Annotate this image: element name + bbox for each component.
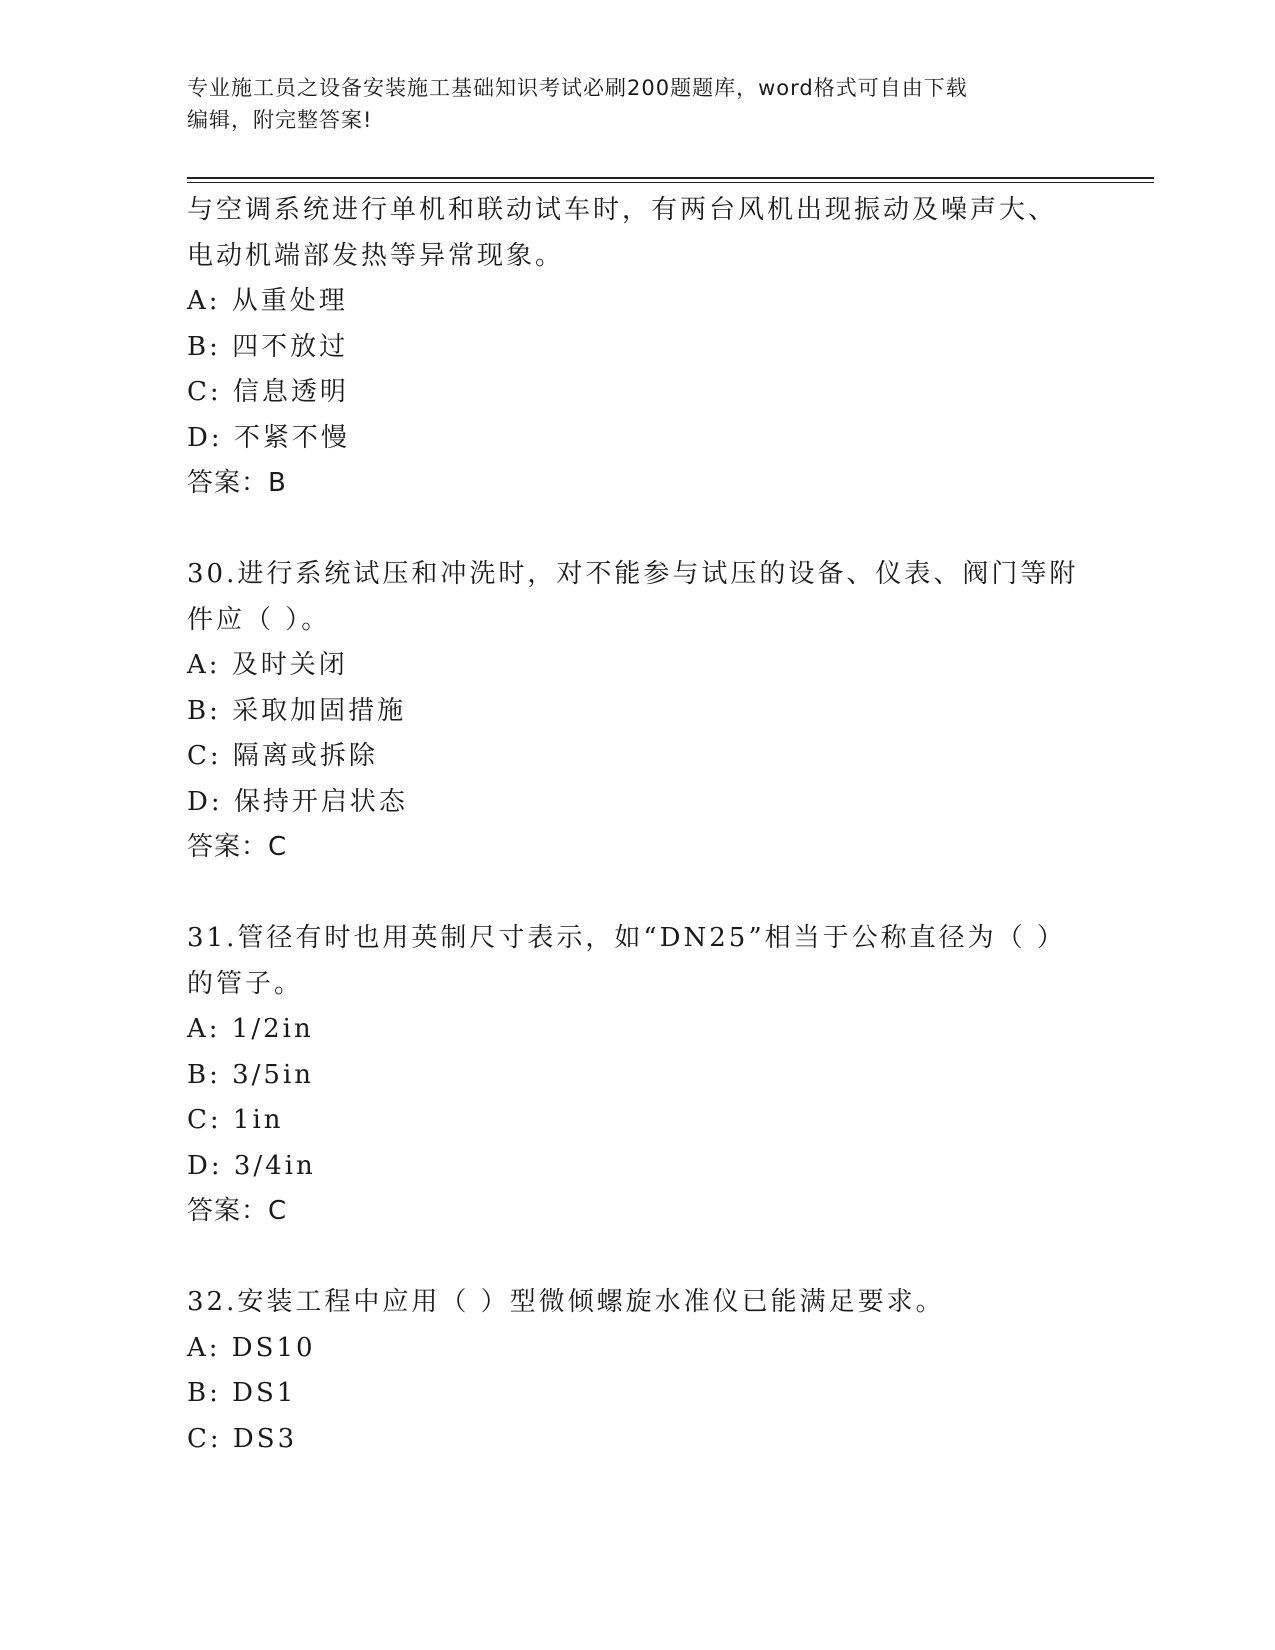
answer-line: 答案：C — [187, 832, 288, 862]
option-a: A: DS10 — [187, 1332, 316, 1363]
question-32 — [187, 1280, 1087, 1462]
answer-line: 答案：C — [187, 1196, 288, 1226]
option-c: C: 1in — [187, 1105, 284, 1135]
option-d: D: 不紧不慢 — [187, 422, 350, 453]
option-d: D: 3/4in — [187, 1150, 316, 1181]
question-stem-line: 30.进行系统试压和冲洗时，对不能参与试压的设备、仪表、阀门等附 — [187, 559, 1079, 589]
question-spacer — [187, 507, 1087, 553]
option-c: C: 信息透明 — [187, 377, 349, 407]
option-a: A: 及时关闭 — [187, 650, 348, 680]
option-a: A: 从重处理 — [187, 286, 348, 316]
question-stem-line: 件应（ ）。 — [187, 604, 331, 635]
option-b: B: 四不放过 — [187, 331, 349, 362]
option-c: C: 隔离或拆除 — [187, 741, 378, 771]
document-header — [187, 72, 1067, 136]
question-list — [187, 188, 1087, 1462]
header-title-line-1: 专业施工员之设备安装施工基础知识考试必刷200题题库，word格式可自由下载 — [187, 76, 968, 100]
question-spacer — [187, 871, 1087, 917]
option-c: C: DS3 — [187, 1423, 298, 1454]
option-b: B: 采取加固措施 — [187, 695, 407, 726]
question-30 — [187, 552, 1087, 871]
answer-line: 答案：B — [187, 468, 287, 498]
option-d: D: 保持开启状态 — [187, 786, 408, 817]
question-spacer — [187, 1235, 1087, 1281]
question-31 — [187, 916, 1087, 1235]
question-stem-line: 与空调系统进行单机和联动试车时，有两台风机出现振动及噪声大、 — [187, 195, 1058, 225]
question-stem-line: 的管子。 — [187, 968, 304, 999]
question-29 — [187, 188, 1087, 507]
question-stem-line: 32.安装工程中应用（ ）型微倾螺旋水准仪已能满足要求。 — [187, 1287, 945, 1317]
question-stem-line: 31.管径有时也用英制尺寸表示，如“DN25”相当于公称直径为（ ） — [187, 923, 1066, 953]
option-b: B: DS1 — [187, 1378, 297, 1408]
question-stem-line: 电动机端部发热等异常现象。 — [187, 240, 565, 271]
header-title-line-2: 编辑，附完整答案! — [187, 108, 373, 132]
option-b: B: 3/5in — [187, 1059, 315, 1090]
option-a: A: 1/2in — [187, 1014, 314, 1044]
header-divider — [187, 177, 1154, 183]
